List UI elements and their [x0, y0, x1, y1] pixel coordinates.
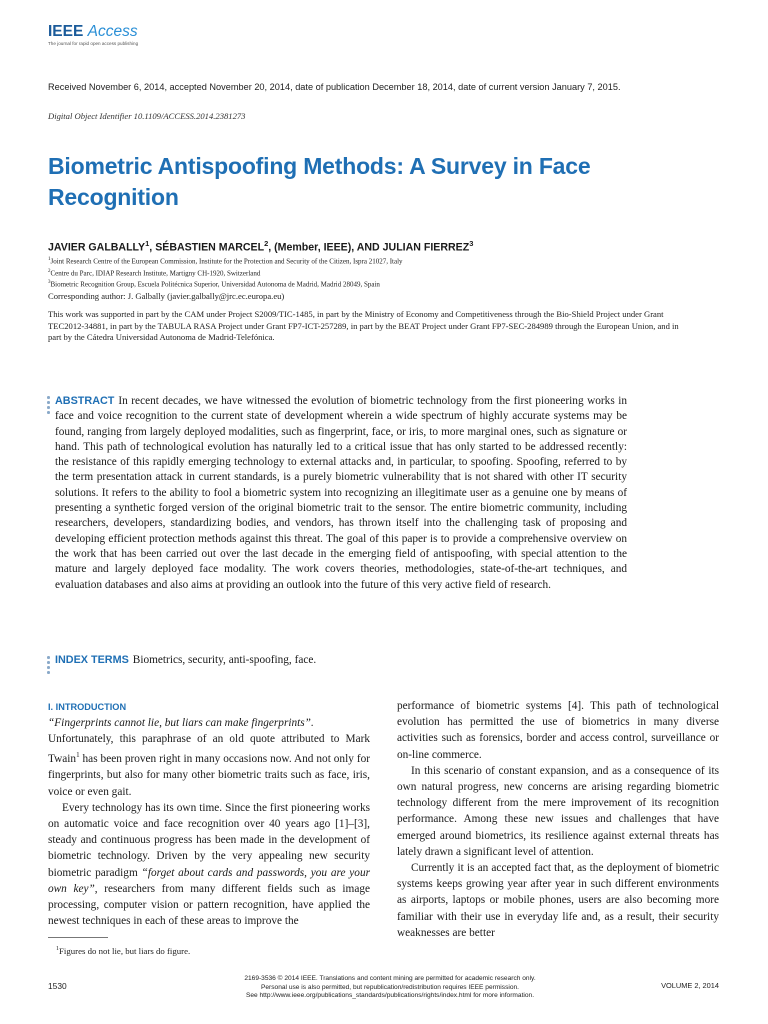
- affiliation: $^1$Joint Research Centre of the European Commission, Institute for the Protection and Security of the Citizen, Ispra 21027, Italy: [48, 257, 403, 266]
- affiliation: $^2$Centre du Parc, IDIAP Research Institute, Martigny CH-1920, Switzerland: [48, 268, 261, 278]
- affiliations: [48, 255, 708, 290]
- author-1-affil: 1: [145, 239, 150, 248]
- footnote-marker: 1: [76, 751, 80, 760]
- copyright-notice: 2169-3536 © 2014 IEEE. Translations and content mining are permitted for academic research only. Personal use is also permitted, but republication/redistribution requires IEEE permission. See http://www.ieee.org/publications_standards/publications/rights/index.html for more information.: [244, 975, 536, 1000]
- footnote-divider: [48, 937, 108, 938]
- section-heading: I. INTRODUCTION: [48, 702, 127, 712]
- logo-tagline: The journal for rapid open access publishing: [48, 41, 139, 46]
- paragraph: Currently it is an accepted fact that, as the deployment of biometric systems keeps growing year after year in such different environments as airports, laptops or mobile phones, users are also becoming more familiar with their use in everyday life and, as a result, their security weaknesses are better: [397, 862, 719, 939]
- paragraph: Unfortunately, this paraphrase of an old quote attributed to Mark Twain$^1$ has been proven right in many occasions now. And not only for fingerprints, but also for many other biometric traits such as face, iris, voice or even gait.: [48, 733, 370, 798]
- author-1: JAVIER GALBALLY: [48, 241, 146, 254]
- author-3-affil: 3: [469, 239, 474, 248]
- index-terms-marker-icon: [47, 656, 51, 676]
- funding-note: This work was supported in part by the CAM under Project S2009/TIC-1485, in part by the Ministry of Economy and Competitiveness through the Bio-Shield Project under Grant TEC2012-34881, in part by the TABULA RASA Project under Grant FP7-ICT-257289, in part by the BEAT Project under Grant FP7-SEC-284989 through the European Union, and in part by the Cátedra Universidad Autonoma de Madrid-Telefónica.: [48, 309, 679, 343]
- logo-ieee: IEEE: [48, 23, 84, 40]
- corresponding-author: Corresponding author: J. Galbally (javier.galbally@jrc.ec.europa.eu): [48, 291, 285, 301]
- index-terms-text: Biometrics, security, anti-spoofing, face.: [132, 654, 317, 666]
- footnote: $^1$Figures do not lie, but liars do figure.: [56, 946, 191, 956]
- paragraph: performance of biometric systems [4]. This path of technological evolution has permitted the use of biometrics in many diverse activities such as forensics, border and access control, surveillance or on-line commerce.: [397, 700, 719, 761]
- affiliation: $^3$Biometric Recognition Group, Escuela Politécnica Superior, Universidad Autonoma de Madrid, Madrid 28049, Spain: [48, 280, 380, 289]
- author-3: JULIAN FIERREZ: [382, 241, 470, 254]
- index-terms: [55, 654, 316, 666]
- volume-info: VOLUME 2, 2014: [661, 981, 719, 990]
- abstract-text: In recent decades, we have witnessed the evolution of biometric technology from the first pioneering works in face and voice recognition to the current state of development wherein a wide spectrum of highly accurate systems may be found, ranging from largely deployed modalities, such as fingerprint, face, or iris, to more marginal ones, such as signature or hand. This path of technological evolution has naturally led to a critical issue that has only started to be addressed recently: the resistance of this rapidly emerging technology to external attacks and, in particular, to spoofing. Spoofing, referred to by the term presentation attack in current standards, is a purely biometric vulnerability that is not shared with other IT security solutions. It refers to the ability to fool a biometric system into recognizing an illegitimate user as a genuine one by means of presenting a synthetic forged version of the original biometric trait to the sensor. The entire biometric community, including researchers, developers, standardizing bodies, and vendors, has thrown itself into the challenging task of proposing and developing efficient protection methods against this threat. The goal of this paper is to provide a comprehensive overview on the work that has been carried out over the last decade in the emerging field of antispoofing, with special attention to the mature and largely deployed face modality. The work covers theories, methodologies, state-of-the-art techniques, and evaluation databases and also aims at providing an outlook into the future of this very active field of research.: [55, 395, 627, 591]
- logo-access: Access: [87, 23, 138, 40]
- epigraph-quote: “Fingerprints cannot lie, but liars can make fingerprints”.: [48, 717, 314, 729]
- paper-title: Biometric Antispoofing Methods: A Survey in Face Recognition: [48, 153, 591, 210]
- paragraph: In this scenario of constant expansion, and as a consequence of its own natural progress, new concerns are arising regarding biometric technology different from the mere improvement of its recognition performance. Among these new issues and challenges that have emerged around biometrics, its resilience against external threats has lately drawn a significant level of attention.: [397, 764, 719, 858]
- abstract-marker-icon: [47, 396, 51, 416]
- index-terms-label: INDEX TERMS: [55, 654, 129, 666]
- author-2-affil: 2: [264, 239, 269, 248]
- author-2: SÉBASTIEN MARCEL: [155, 241, 265, 254]
- doi: Digital Object Identifier 10.1109/ACCESS.2014.2381273: [48, 111, 246, 121]
- abstract-label: ABSTRACT: [55, 395, 115, 407]
- received-dates: Received November 6, 2014, accepted November 20, 2014, date of publication December 18, 2014, date of current version January 7, 2015.: [48, 82, 621, 92]
- paragraph: Every technology has its own time. Since the first pioneering works on automatic voice and face recognition over 40 years ago [1]–[3], steady and continuous progress has been made in the development of biometric technology. Driven by the very appealing new security biometric paradigm “forget about cards and passwords, you are your own key”, researchers from many different fields such as image processing, computer vision or pattern recognition, have applied the newest techniques in each of these areas to improve the: [48, 801, 371, 928]
- journal-logo: [48, 24, 138, 46]
- body-column-right: [397, 698, 719, 941]
- abstract: [55, 394, 627, 593]
- author-list: JAVIER GALBALLY$^1$, SÉBASTIEN MARCEL$^2$, (Member, IEEE), AND JULIAN FIERREZ$^3$: [48, 239, 474, 254]
- body-column-left: [48, 700, 370, 929]
- page-number: 1530: [48, 981, 67, 991]
